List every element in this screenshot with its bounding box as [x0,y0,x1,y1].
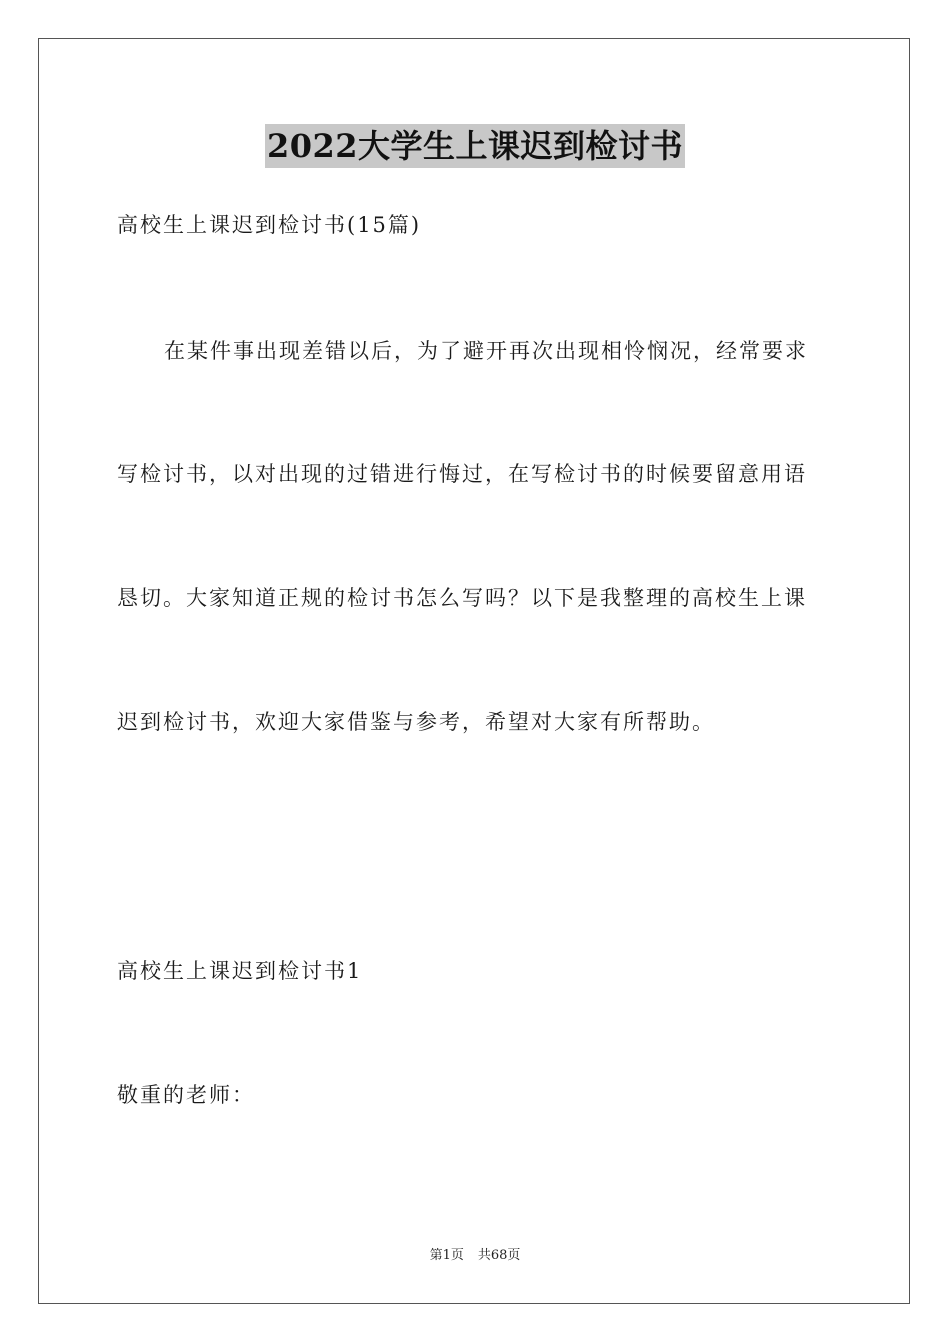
section-heading: 高校生上课迟到检讨书1 [117,959,363,983]
intro-line-3: 恳切。大家知道正规的检讨书怎么写吗？以下是我整理的高校生上课 [117,586,807,610]
page-number: 第1页 [429,1248,464,1263]
intro-line-4: 迟到检讨书，欢迎大家借鉴与参考，希望对大家有所帮助。 [117,710,715,734]
salutation: 敬重的老师： [117,1083,255,1107]
title-container [0,124,950,168]
document-subtitle: 高校生上课迟到检讨书(15篇) [117,213,422,237]
intro-line-1: 在某件事出现差错以后，为了避开再次出现相怜悯况，经常要求 [164,339,808,363]
intro-line-2: 写检讨书，以对出现的过错进行悔过，在写检讨书的时候要留意用语 [117,462,807,486]
page-total: 共68页 [477,1248,521,1263]
page-footer [0,1247,950,1265]
document-title: 2022大学生上课迟到检讨书 [265,124,685,168]
